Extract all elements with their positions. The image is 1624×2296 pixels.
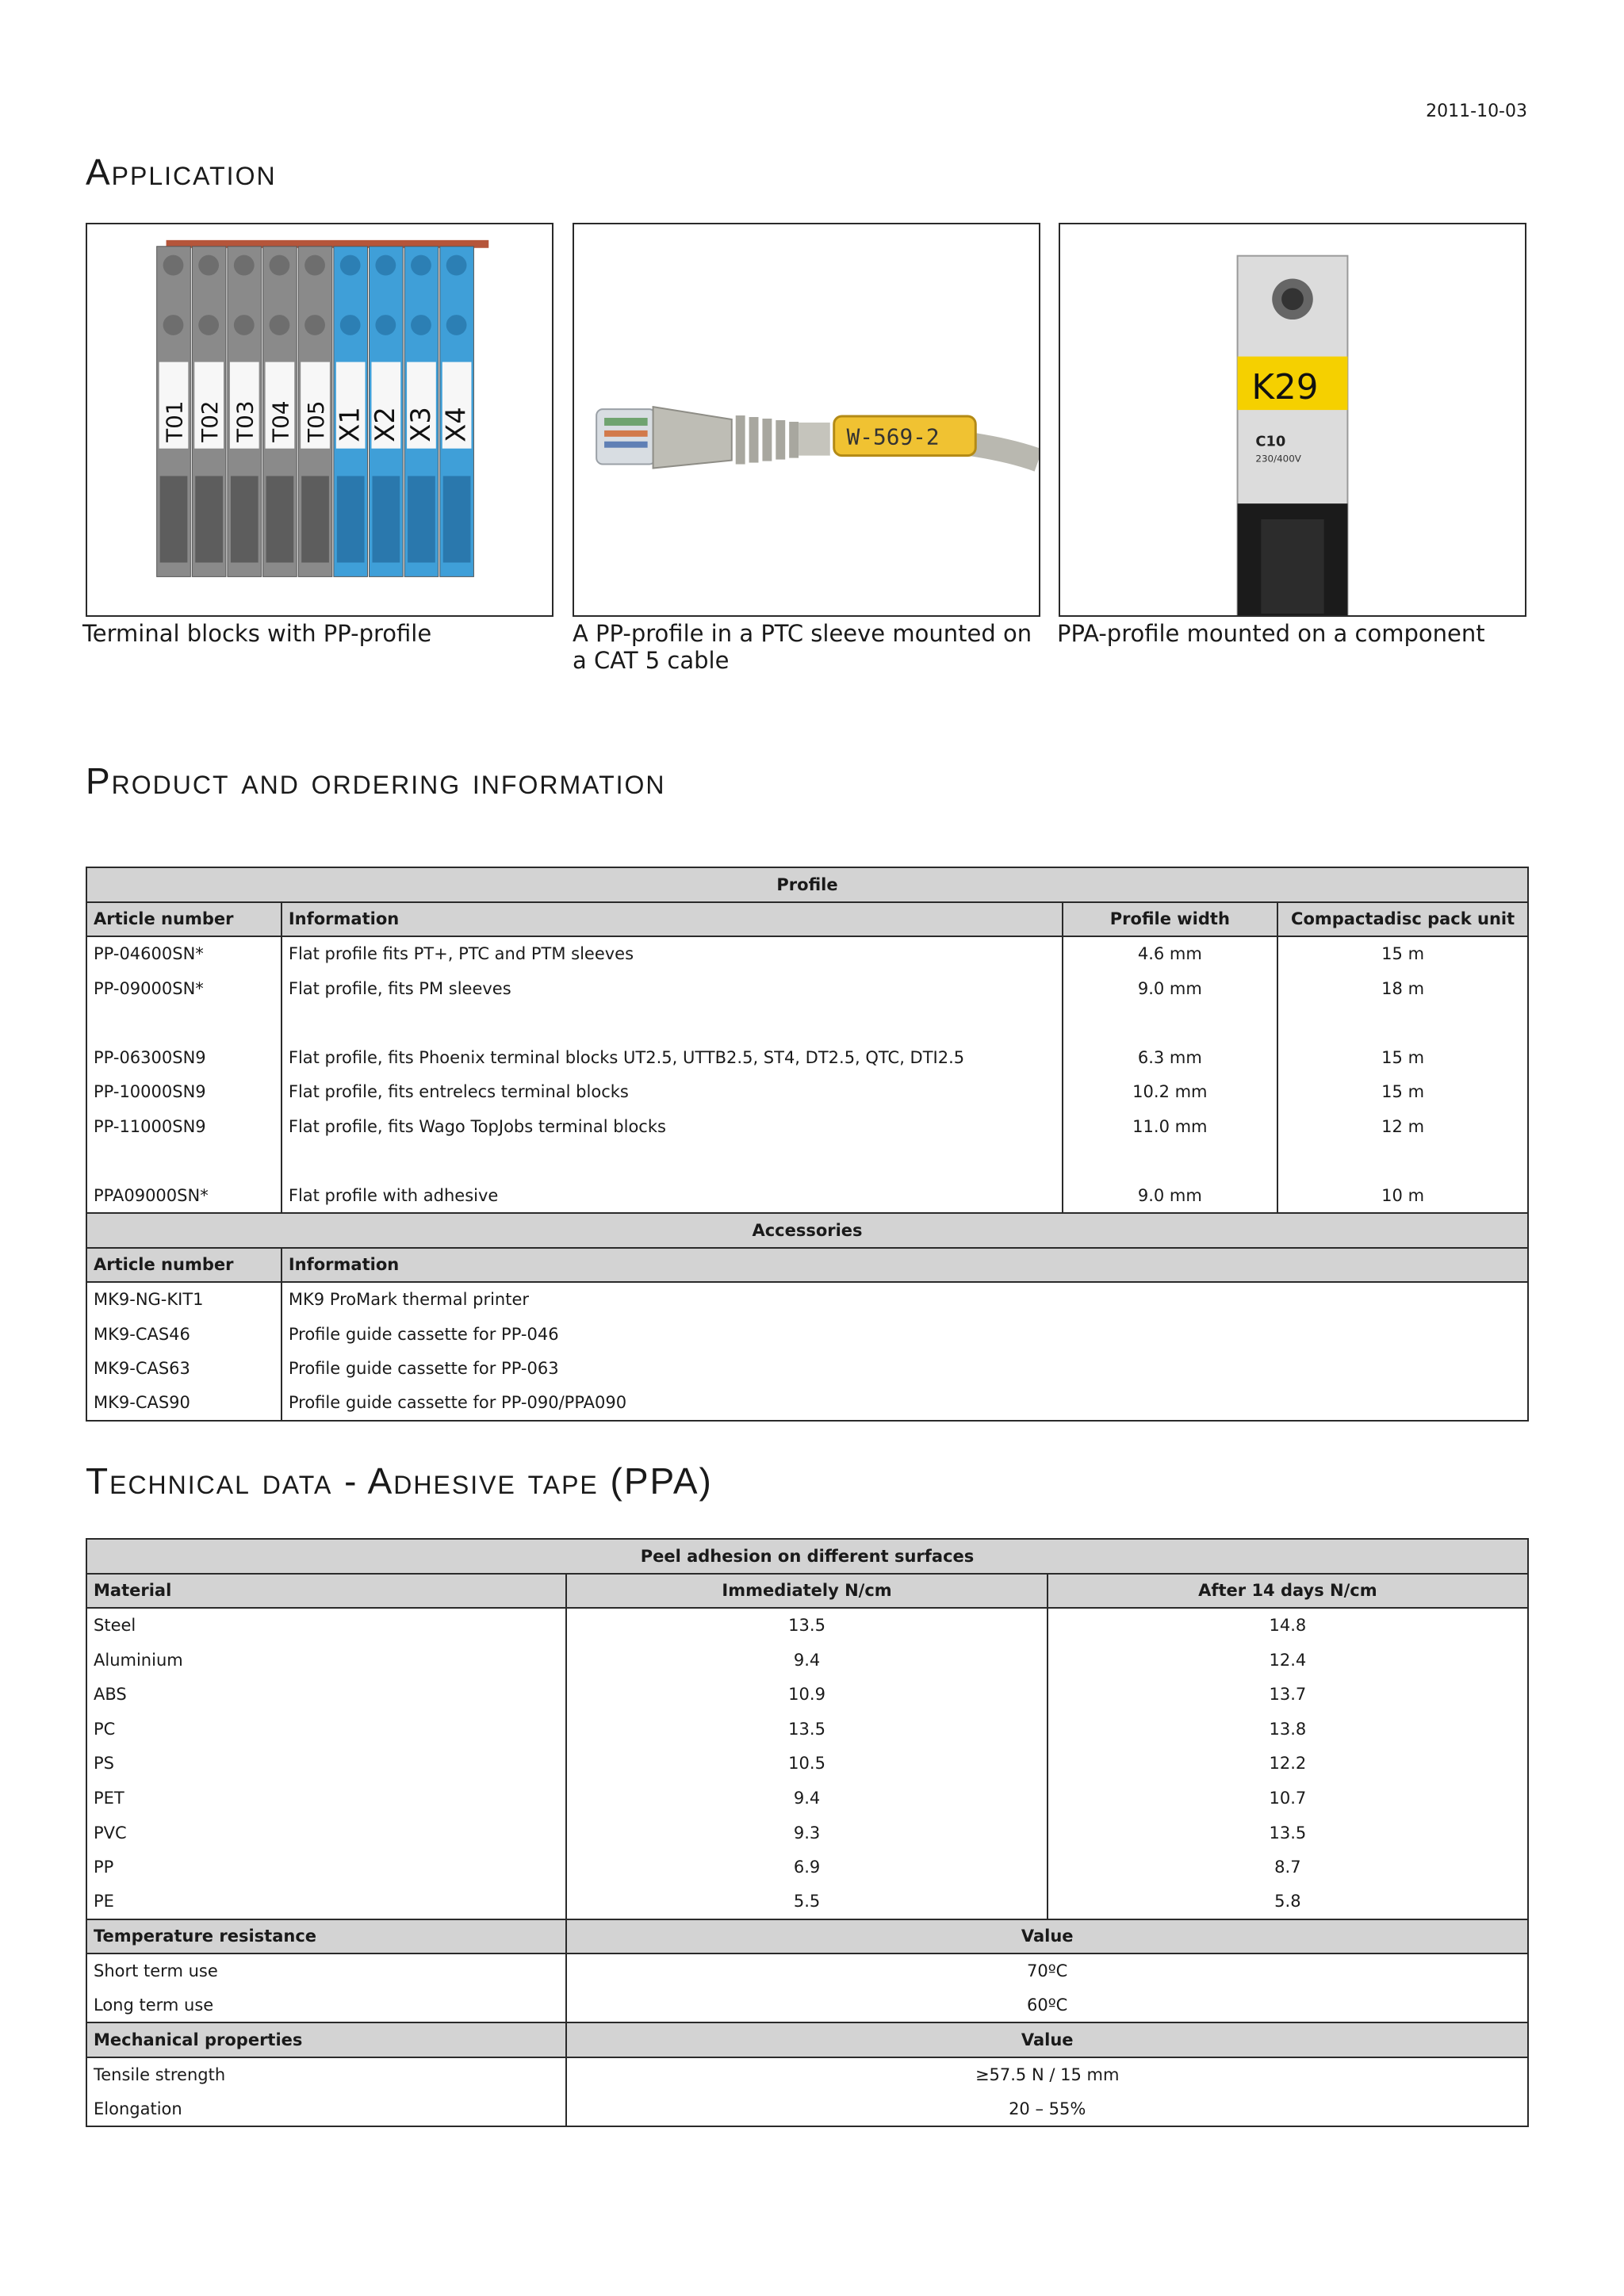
cable-sleeve-image — [574, 224, 1039, 615]
screw-hole — [446, 255, 467, 276]
profile-cell: Flat profile, fits PM sleeves — [282, 971, 1063, 1006]
document-date: 2011-10-03 — [1426, 101, 1527, 121]
profile-row — [86, 1109, 1528, 1144]
peel-cell: 9.3 — [566, 1816, 1047, 1850]
profile-section-title: Profile — [86, 867, 1528, 902]
profile-cell: Flat profile fits PT+, PTC and PTM sleeves — [282, 936, 1063, 971]
screw-hole — [375, 255, 396, 276]
peel-cell: 5.5 — [566, 1885, 1047, 1919]
accessories-cell: Profile guide cassette for PP-090/PPA090 — [282, 1386, 1528, 1421]
block-clamp — [266, 476, 294, 562]
profile-column-header: Information — [282, 902, 1063, 937]
temp-row — [86, 1954, 1528, 1988]
screw-hole — [340, 315, 361, 335]
profile-column-header: Compactadisc pack unit — [1277, 902, 1528, 937]
terminal-label: X4 — [440, 407, 472, 442]
profile-cell: 11.0 mm — [1063, 1109, 1278, 1144]
peel-column-header: After 14 days N/cm — [1048, 1574, 1528, 1609]
mech-row — [86, 2057, 1528, 2092]
peel-cell: 12.2 — [1048, 1747, 1528, 1781]
peel-row — [86, 1712, 1528, 1747]
profile-cell: 12 m — [1277, 1109, 1528, 1144]
terminal-label: T01 — [161, 400, 188, 442]
temp-cell: 60ºC — [566, 1988, 1528, 2023]
temp-column-header: Temperature resistance — [86, 1919, 566, 1954]
accessories-cell: MK9-CAS46 — [86, 1317, 282, 1352]
caption-component: PPA-profile mounted on a component — [1057, 620, 1485, 647]
terminal-label: T04 — [267, 400, 294, 442]
section-heading-product: Product and ordering information — [86, 760, 666, 802]
peel-cell: 10.5 — [566, 1747, 1047, 1781]
profile-cell: PP-11000SN9 — [86, 1109, 282, 1144]
component-model: C10 — [1255, 433, 1286, 450]
profile-cell: Flat profile, fits Phoenix terminal blocks UT2.5, UTTB2.5, ST4, DT2.5, QTC, DTI2.5 — [282, 1040, 1063, 1075]
profile-cell — [1277, 1005, 1528, 1040]
profile-cell: 15 m — [1277, 936, 1528, 971]
peel-cell: PS — [86, 1747, 566, 1781]
temp-cell: 70ºC — [566, 1954, 1528, 1988]
peel-cell: Aluminium — [86, 1643, 566, 1678]
screw-hole — [304, 315, 325, 335]
block-clamp — [443, 476, 471, 562]
peel-section-title: Peel adhesion on different surfaces — [86, 1539, 1528, 1574]
sleeve-text: W-569-2 — [846, 423, 940, 450]
profile-cell: 9.0 mm — [1063, 1178, 1278, 1213]
cable-sleeve-photo — [573, 223, 1040, 617]
accessories-cell: MK9 ProMark thermal printer — [282, 1282, 1528, 1317]
peel-cell: PE — [86, 1885, 566, 1919]
block-clamp — [337, 476, 365, 562]
accessories-row — [86, 1317, 1528, 1352]
peel-cell: 9.4 — [566, 1781, 1047, 1816]
profile-cell — [86, 1005, 282, 1040]
peel-cell: 10.7 — [1048, 1781, 1528, 1816]
peel-cell: 8.7 — [1048, 1850, 1528, 1885]
profile-cell: 4.6 mm — [1063, 936, 1278, 971]
peel-header-row — [86, 1574, 1528, 1609]
screw-hole — [340, 255, 361, 276]
caption-cable-sleeve: A PP-profile in a PTC sleeve mounted on a CAT 5 cable — [573, 620, 1032, 674]
screw-hole — [270, 255, 290, 276]
component-label: K29 — [1251, 367, 1319, 408]
peel-column-header: Material — [86, 1574, 566, 1609]
profile-cell: 10 m — [1277, 1178, 1528, 1213]
profile-cell: 15 m — [1277, 1075, 1528, 1110]
accessories-row — [86, 1386, 1528, 1421]
terminal-blocks-image — [87, 224, 552, 615]
profile-cell: 10.2 mm — [1063, 1075, 1278, 1110]
mech-column-header: Mechanical properties — [86, 2022, 566, 2057]
profile-cell: Flat profile, fits Wago TopJobs terminal blocks — [282, 1109, 1063, 1144]
peel-cell: PC — [86, 1712, 566, 1747]
accessories-column-header: Information — [282, 1248, 1528, 1283]
profile-column-header: Article number — [86, 902, 282, 937]
block-clamp — [372, 476, 400, 562]
temp-cell: Long term use — [86, 1988, 566, 2023]
block-clamp — [408, 476, 435, 562]
component-rating: 230/400V — [1255, 453, 1301, 465]
accessories-row — [86, 1351, 1528, 1386]
temp-header-row — [86, 1919, 1528, 1954]
block-clamp — [195, 476, 223, 562]
screw-hole — [411, 315, 431, 335]
component-photo — [1059, 223, 1526, 617]
profile-header-row — [86, 902, 1528, 937]
peel-row — [86, 1747, 1528, 1781]
mech-cell: ≥57.5 N / 15 mm — [566, 2057, 1528, 2092]
peel-cell: 9.4 — [566, 1643, 1047, 1678]
accessories-cell: MK9-NG-KIT1 — [86, 1282, 282, 1317]
mech-cell: Elongation — [86, 2092, 566, 2127]
profile-row — [86, 1040, 1528, 1075]
peel-section-row — [86, 1539, 1528, 1574]
peel-row — [86, 1781, 1528, 1816]
peel-cell: 13.5 — [566, 1608, 1047, 1643]
terminal-label: X1 — [334, 407, 366, 442]
profile-cell: PP-10000SN9 — [86, 1075, 282, 1110]
peel-row — [86, 1643, 1528, 1678]
peel-cell: PP — [86, 1850, 566, 1885]
peel-row — [86, 1816, 1528, 1850]
peel-cell: 12.4 — [1048, 1643, 1528, 1678]
peel-cell: 10.9 — [566, 1677, 1047, 1712]
peel-cell: ABS — [86, 1677, 566, 1712]
screw-hole — [163, 315, 184, 335]
section-heading-application: Application — [86, 151, 277, 193]
block-clamp — [160, 476, 188, 562]
technical-data-table — [86, 1538, 1529, 2127]
peel-cell: Steel — [86, 1608, 566, 1643]
block-clamp — [231, 476, 259, 562]
temp-column-header: Value — [566, 1919, 1528, 1954]
peel-row — [86, 1885, 1528, 1919]
profile-section-row — [86, 867, 1528, 902]
profile-row — [86, 1144, 1528, 1179]
terminal-label: T02 — [197, 400, 224, 442]
peel-cell: 13.8 — [1048, 1712, 1528, 1747]
peel-column-header: Immediately N/cm — [566, 1574, 1047, 1609]
terminal-label: X2 — [370, 407, 401, 442]
profile-cell — [282, 1005, 1063, 1040]
mech-cell: Tensile strength — [86, 2057, 566, 2092]
mech-row — [86, 2092, 1528, 2127]
profile-row — [86, 936, 1528, 971]
peel-cell: PVC — [86, 1816, 566, 1850]
peel-cell: 14.8 — [1048, 1608, 1528, 1643]
profile-row — [86, 1005, 1528, 1040]
peel-cell: 5.8 — [1048, 1885, 1528, 1919]
profile-cell — [1063, 1005, 1278, 1040]
profile-row — [86, 971, 1528, 1006]
profile-row — [86, 1178, 1528, 1213]
screw-hole — [411, 255, 431, 276]
accessories-header-row — [86, 1248, 1528, 1283]
peel-cell: 13.5 — [566, 1712, 1047, 1747]
mech-column-header: Value — [566, 2022, 1528, 2057]
accessories-cell: MK9-CAS63 — [86, 1351, 282, 1386]
profile-cell: Flat profile, fits entrelecs terminal blocks — [282, 1075, 1063, 1110]
screw-hole — [304, 255, 325, 276]
profile-cell: PP-06300SN9 — [86, 1040, 282, 1075]
accessories-section-title: Accessories — [86, 1213, 1528, 1248]
profile-cell: PP-09000SN* — [86, 971, 282, 1006]
screw-hole — [234, 255, 255, 276]
profile-cell — [1277, 1144, 1528, 1179]
mech-cell: 20 – 55% — [566, 2092, 1528, 2127]
accessories-cell: Profile guide cassette for PP-063 — [282, 1351, 1528, 1386]
section-heading-technical: Technical data - Adhesive tape (PPA) — [86, 1460, 713, 1502]
mech-header-row — [86, 2022, 1528, 2057]
block-clamp — [301, 476, 329, 562]
peel-cell: 13.7 — [1048, 1677, 1528, 1712]
profile-cell: 15 m — [1277, 1040, 1528, 1075]
caption-terminal-blocks: Terminal blocks with PP-profile — [82, 620, 432, 647]
accessories-column-header: Article number — [86, 1248, 282, 1283]
peel-cell: 13.5 — [1048, 1816, 1528, 1850]
screw-hole — [198, 255, 219, 276]
peel-row — [86, 1677, 1528, 1712]
profile-cell — [1063, 1144, 1278, 1179]
product-ordering-table — [86, 867, 1529, 1422]
screw-hole — [270, 315, 290, 335]
profile-cell — [282, 1144, 1063, 1179]
terminal-label: T03 — [232, 400, 259, 442]
temp-row — [86, 1988, 1528, 2023]
profile-row — [86, 1075, 1528, 1110]
component-image — [1060, 224, 1525, 615]
profile-cell: 6.3 mm — [1063, 1040, 1278, 1075]
screw-hole — [163, 255, 184, 276]
accessories-cell: Profile guide cassette for PP-046 — [282, 1317, 1528, 1352]
profile-cell: Flat profile with adhesive — [282, 1178, 1063, 1213]
accessories-section-row — [86, 1213, 1528, 1248]
peel-row — [86, 1850, 1528, 1885]
profile-cell: 9.0 mm — [1063, 971, 1278, 1006]
screw-hole — [234, 315, 255, 335]
screw-hole — [198, 315, 219, 335]
profile-cell — [86, 1144, 282, 1179]
accessories-row — [86, 1282, 1528, 1317]
temp-cell: Short term use — [86, 1954, 566, 1988]
terminal-label: T05 — [302, 400, 329, 442]
profile-cell: PPA09000SN* — [86, 1178, 282, 1213]
peel-cell: PET — [86, 1781, 566, 1816]
terminal-blocks-photo — [86, 223, 553, 617]
peel-row — [86, 1608, 1528, 1643]
profile-cell: PP-04600SN* — [86, 936, 282, 971]
screw-hole — [446, 315, 467, 335]
terminal-label: X3 — [404, 407, 436, 442]
screw-hole — [375, 315, 396, 335]
accessories-cell: MK9-CAS90 — [86, 1386, 282, 1421]
peel-cell: 6.9 — [566, 1850, 1047, 1885]
profile-column-header: Profile width — [1063, 902, 1278, 937]
profile-cell: 18 m — [1277, 971, 1528, 1006]
